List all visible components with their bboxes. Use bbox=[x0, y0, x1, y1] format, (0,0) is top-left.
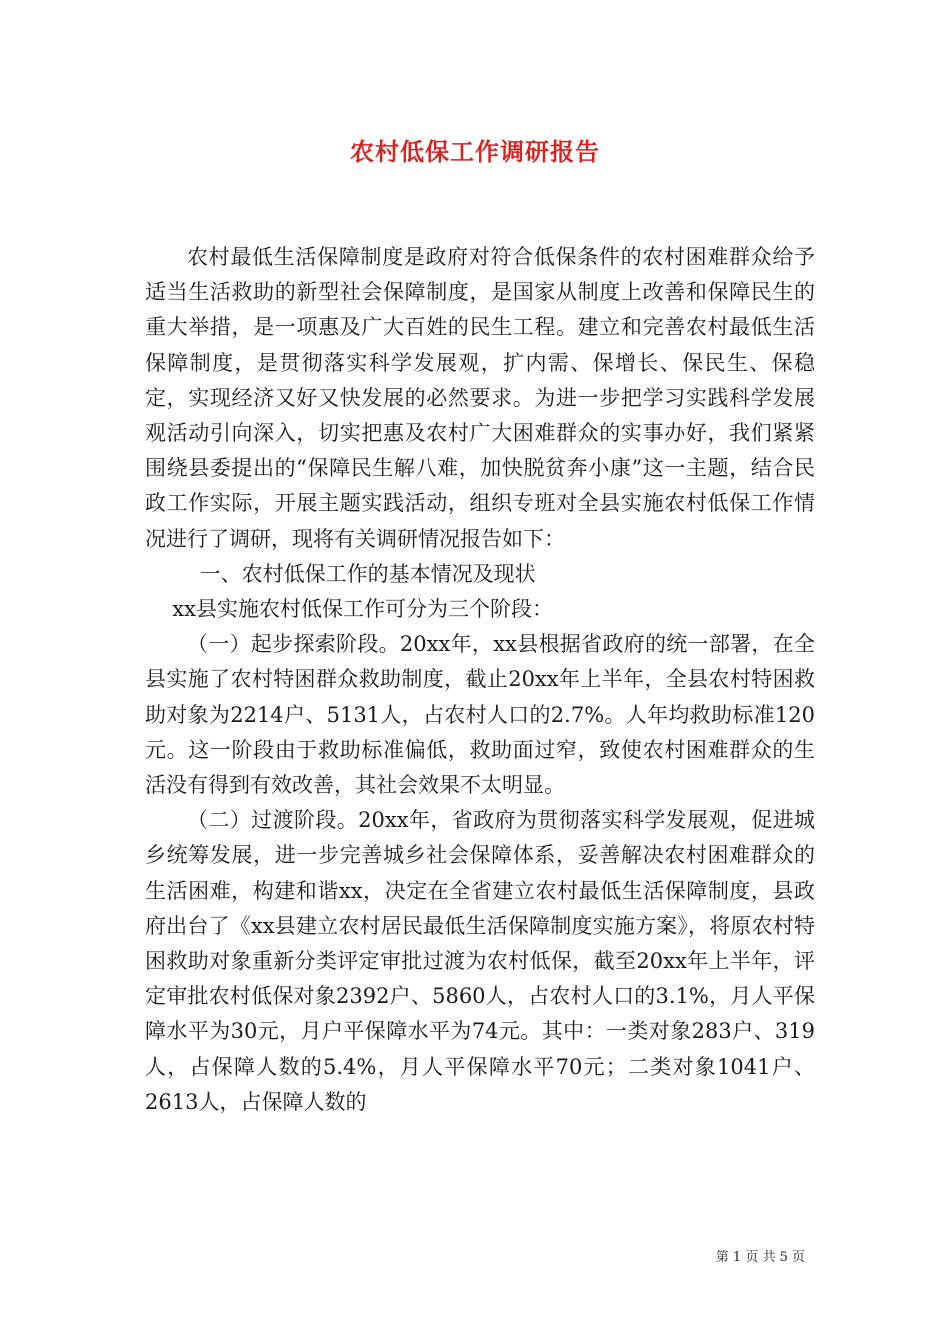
stage-two-paragraph: （二）过渡阶段。20xx年，省政府为贯彻落实科学发展观，促进城乡统筹发展，进一步完善城乡社会保障体系，妥善解决农村困难群众的生活困难，构建和谐xx，决定在全省建立农村最低生活保障制度，县政府出台了《xx县建立农村居民最低生活保障制度实施方案》，将原农村特困救助对象重新分类评定审批过渡为农村低保，截至20xx年上半年，评定审批农村低保对象2392户、5860人，占农村人口的3.1%，月人平保障水平为30元，月户平保障水平为74元。其中：一类对象283户、319人，占保障人数的5.4%，月人平保障水平70元；二类对象1041户、2613人，占保障人数的 bbox=[145, 808, 815, 1114]
document-body bbox=[145, 240, 815, 1120]
stage-one-paragraph: （一）起步探索阶段。20xx年，xx县根据省政府的统一部署，在全县实施了农村特困群众救助制度，截止20xx年上半年，全县农村特困救助对象为2214户、5131人，占农村人口的2.7%。人年均救助标准120元。这一阶段由于救助标准偏低，救助面过窄，致使农村困难群众的生活没有得到有效改善，其社会效果不太明显。 bbox=[145, 632, 815, 798]
stages-intro: xx县实施农村低保工作可分为三个阶段： bbox=[172, 597, 553, 622]
page-footer: 第 1 页 共 5 页 bbox=[715, 1250, 805, 1265]
document-title: 农村低保工作调研报告 bbox=[350, 137, 600, 166]
section-heading: 一、农村低保工作的基本情况及现状 bbox=[199, 561, 536, 586]
intro-paragraph: 农村最低生活保障制度是政府对符合低保条件的农村困难群众给予适当生活救助的新型社会保障制度，是国家从制度上改善和保障民生的重大举措，是一项惠及广大百姓的民生工程。建立和完善农村最低生活保障制度，是贯彻落实科学发展观，扩内需、保增长、保民生、保稳定，实现经济又好又快发展的必然要求。为进一步把学习实践科学发展观活动引向深入，切实把惠及农村广大困难群众的实事办好，我们紧紧围绕县委提出的“保障民生解八难，加快脱贫奔小康”这一主题，结合民政工作实际，开展主题实践活动，组织专班对全县实施农村低保工作情况进行了调研，现将有关调研情况报告如下： bbox=[145, 245, 815, 551]
